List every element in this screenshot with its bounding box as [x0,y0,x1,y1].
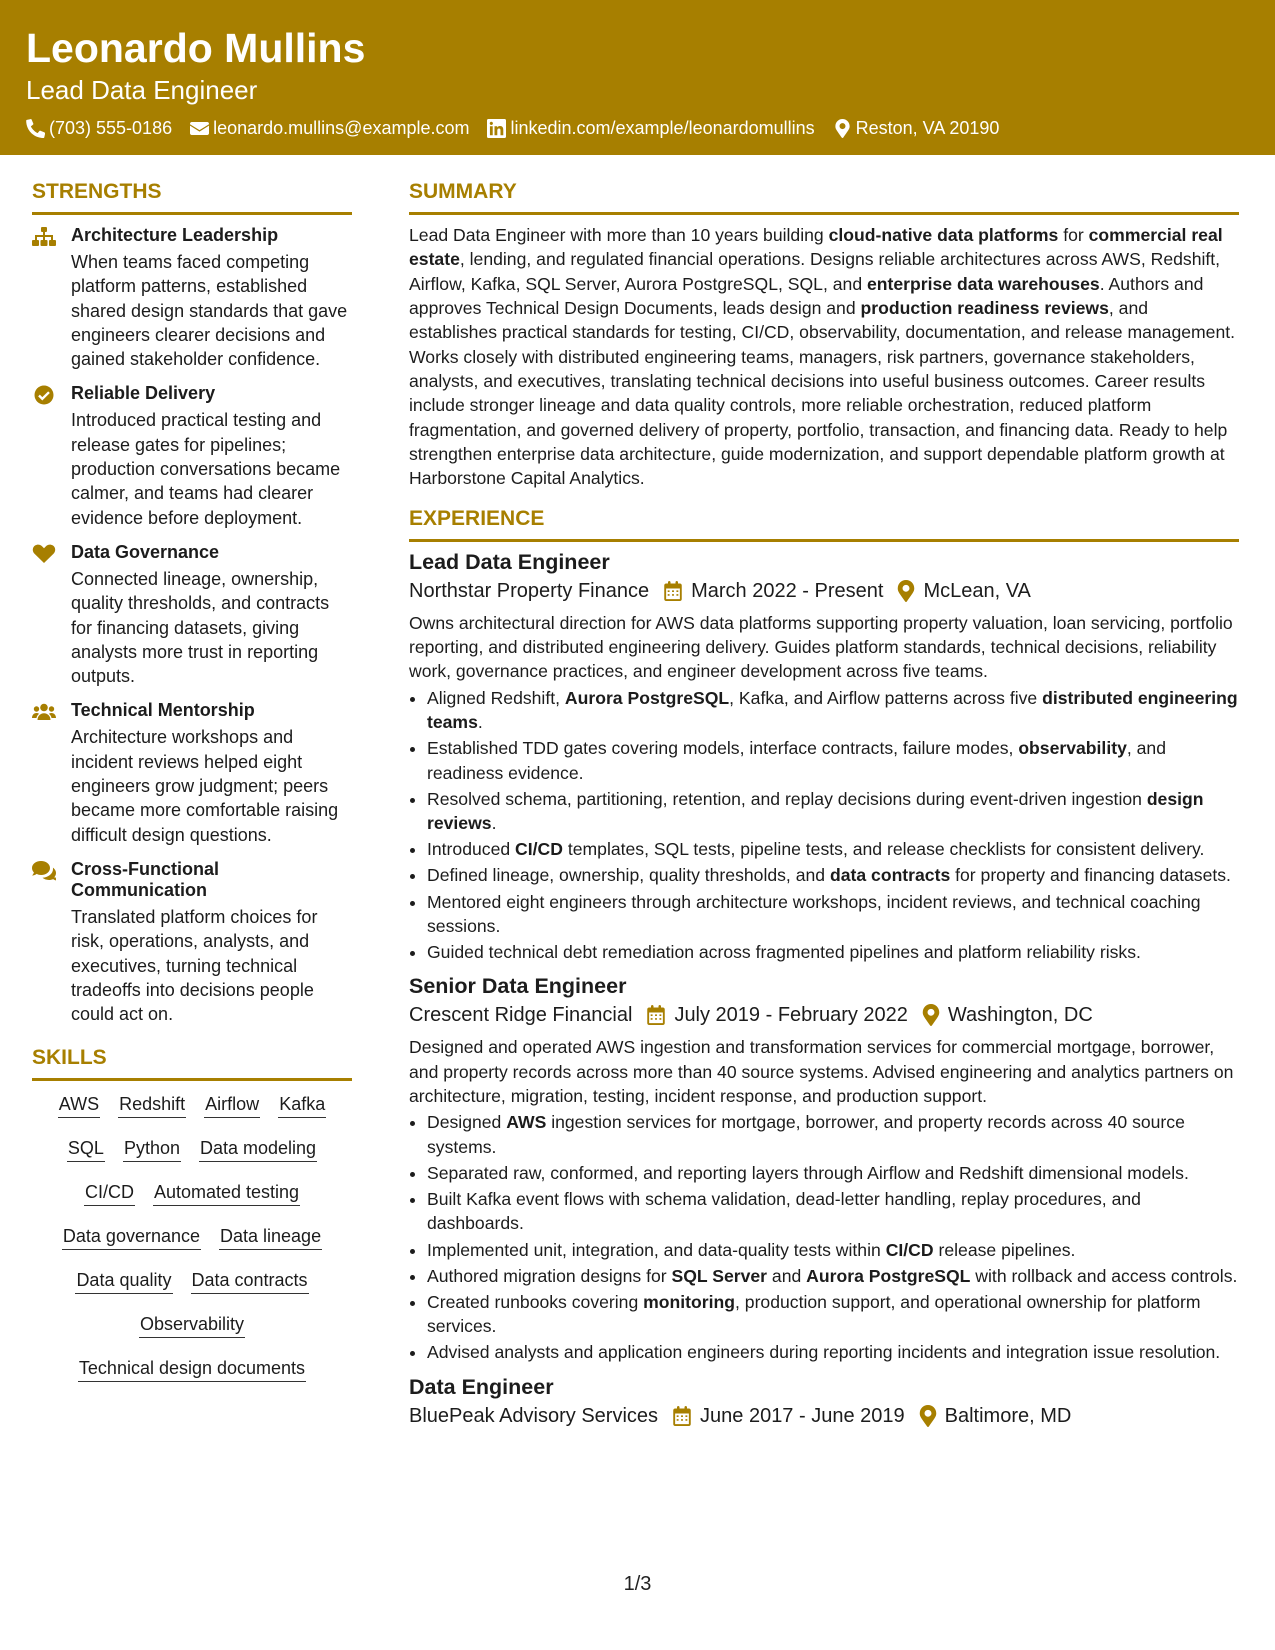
job-bullet [427,863,1239,887]
job-bullet [427,1161,1239,1185]
job-description: Owns architectural direction for AWS data platforms supporting property valuation, loan servicing, portfolio reporting, and distributed engineering delivery. Guides platform standards, technical decisions, reliability work, governance practices, and engineer development across five teams. [409,612,1233,682]
skills-row [32,1311,352,1338]
strength-item [32,700,352,846]
bold-text: AWS [506,1112,547,1133]
skills-row [32,1179,352,1206]
strength-item [32,383,352,529]
job-bullet [427,787,1239,836]
text-segment: Defined lineage, ownership, quality thresholds, and [427,865,830,886]
candidate-role: Lead Data Engineer [26,75,258,105]
text-segment: release pipelines. [933,1239,1076,1260]
skills-row [32,1135,352,1162]
right-column [409,178,1239,1439]
skills-list [32,1091,352,1382]
bold-text: enterprise data warehouses [867,273,1100,294]
job-bullet [427,1187,1239,1236]
text-segment: for [1058,225,1089,245]
summary-heading: SUMMARY [409,178,1239,215]
job-bullet [427,940,1239,964]
job-dates: March 2022 - Present [691,579,884,602]
job-company: BluePeak Advisory Services [409,1404,659,1427]
text-segment: Aligned Redshift, [427,687,565,708]
job-bullet [427,736,1239,785]
job-location: Washington, DC [947,1004,1093,1027]
text-segment: templates, SQL tests, pipeline tests, and release checklists for consistent delivery. [562,839,1205,860]
job-dates: July 2019 - February 2022 [674,1004,908,1027]
text-segment: ingestion services for mortgage, borrower, and property records across 40 source systems. [427,1112,1185,1157]
job-company: Northstar Property Finance [409,579,650,602]
job-location: Baltimore, MD [944,1404,1072,1427]
job-title: Data Engineer [409,1374,554,1399]
bold-text: data contracts [829,865,951,886]
strength-desc: Architecture workshops and incident reviews helped eight engineers grow judgment; peers became more comfortable raising difficult design questions. [71,727,339,845]
strength-item [32,859,352,1026]
strength-title: Data Governance [71,541,220,562]
resume-header [0,0,1275,155]
bold-text: SQL Server [671,1265,768,1286]
job-meta [409,1000,1239,1030]
text-segment: Implemented unit, integration, and data-quality tests within [427,1239,886,1260]
job-entry [409,1373,1239,1431]
users-icon [32,702,56,722]
skill-chip: Kafka [278,1091,326,1118]
text-segment: , and establishes practical standards for testing, CI/CD, observability, documentation, and release management. Works closely with distributed engineering teams, managers, risk partners, governance stakeholders, analysts, and executives, translating technical decisions into useful business outcomes. Career results include stronger lineage and data quality controls, more reliable orchestration, reduced platform fragmentation, and governed delivery of property, portfolio, transaction, and financing data. Ready to help strengthen enterprise data architecture, guide modernization, and support dependable platform growth at Harborstone Capital Analytics. [409,298,1236,489]
check-circle-icon [32,385,56,405]
contact-location-text: Reston, VA 20190 [855,118,1000,138]
job-dates: June 2017 - June 2019 [700,1404,905,1427]
contact-location [833,116,1000,140]
text-segment: Advised analysts and application engineers during reporting incidents and integration issue resolution. [427,1342,1221,1363]
heart-icon [32,544,56,564]
skills-row [32,1355,352,1382]
contact-linkedin [487,116,814,140]
page-number: 1/3 [623,1573,652,1595]
text-segment: Designed [427,1112,507,1133]
text-segment: with rollback and access controls. [970,1265,1238,1286]
job-meta [409,1401,1239,1431]
skill-chip: Data quality [75,1267,172,1294]
experience-heading: EXPERIENCE [409,505,1239,542]
bold-text: commercial real estate [409,225,1223,270]
strength-desc: When teams faced competing platform patterns, established shared design standards that gave engineers clearer decisions and gained stakeholder confidence. [71,252,348,370]
text-segment: Guided technical debt remediation across fragmented pipelines and platform reliability risks. [427,942,1141,963]
strength-item [32,542,352,688]
bold-text: CI/CD [885,1239,934,1260]
strength-title: Cross-Functional Communication [71,858,220,900]
job-bullet [427,1238,1239,1262]
strength-desc: Translated platform choices for risk, operations, analysts, and executives, turning technical tradeoffs into decisions people could act on. [71,906,318,1025]
text-segment: and [767,1265,807,1286]
experience-list [409,548,1239,1431]
strength-desc: Connected lineage, ownership, quality thresholds, and contracts for financing datasets, giving analysts more trust in reporting outputs. [71,568,330,687]
job-entry [409,548,1239,965]
map-pin-icon [897,580,915,602]
map-pin-icon [833,119,852,138]
job-bullet [427,686,1239,735]
contact-email-text[interactable]: leonardo.mullins@example.com [213,118,470,138]
bold-text: monitoring [643,1291,736,1312]
skill-chip: CI/CD [84,1179,135,1206]
map-pin-icon [919,1405,937,1427]
skills-row [32,1267,352,1294]
job-entry [409,972,1239,1364]
text-segment: , lending, and regulated financial operations. Designs reliable architectures across AWS, Redshift, Airflow, Kafka, SQL Server, Aurora PostgreSQL, SQL, and [409,249,1221,294]
job-bullet [427,1340,1239,1364]
text-segment: , production support, and operational ownership for platform services. [427,1291,1201,1337]
strength-item [32,225,352,371]
skill-chip: AWS [58,1091,100,1118]
skill-chip: Airflow [204,1091,260,1118]
org-chart-icon [32,227,56,247]
bold-text: production readiness reviews [860,298,1109,319]
left-column [32,178,352,1399]
strength-title: Reliable Delivery [71,383,216,404]
skill-chip: Technical design documents [78,1355,306,1382]
skill-chip: Python [123,1135,181,1162]
text-segment: Established TDD gates covering models, interface contracts, failure modes, [427,738,1019,759]
text-segment: Created runbooks covering [427,1291,644,1312]
text-segment: . [491,813,497,834]
bold-text: Aurora PostgreSQL [806,1265,971,1286]
skill-chip: Data lineage [219,1223,322,1250]
job-meta [409,576,1239,606]
text-segment: , Kafka, and Airflow patterns across five [729,687,1043,708]
contact-phone [26,116,172,140]
skill-chip: SQL [67,1135,105,1162]
linkedin-icon [487,119,506,138]
text-segment: . Authors and approves Technical Design Documents, leads design and [409,273,1204,319]
bold-text: design reviews [427,788,1204,834]
summary-text [409,223,1239,491]
job-bullet [427,1290,1239,1339]
skill-chip: Redshift [118,1091,186,1118]
job-title: Senior Data Engineer [409,974,627,999]
job-title: Lead Data Engineer [409,549,610,574]
job-bullet [427,1264,1239,1288]
job-bullet [427,890,1239,939]
bold-text: cloud-native data platforms [828,225,1059,245]
strength-desc: Introduced practical testing and release gates for pipelines; production conversations became calmer, and teams had clearer evidence before deployment. [71,410,341,528]
job-description: Designed and operated AWS ingestion and transformation services for commercial mortgage, borrower, and property records across more than 40 source systems. Advised engineering and analytics partners on architecture, migration, testing, incident response, and production support. [409,1037,1234,1107]
contact-bar [26,116,999,140]
text-segment: Lead Data Engineer with more than 10 years building [409,225,829,245]
strength-title: Architecture Leadership [71,225,279,245]
text-segment: for property and financing datasets. [950,865,1231,886]
skills-row [32,1091,352,1118]
job-bullets [409,1110,1239,1364]
bold-text: observability [1018,738,1127,759]
skills-row [32,1223,352,1250]
skills-heading: SKILLS [32,1044,352,1081]
text-segment: Introduced [427,839,516,860]
skill-chip: Data contracts [191,1267,309,1294]
calendar-icon [646,1005,666,1025]
contact-email [190,116,469,140]
comments-icon [32,861,56,881]
bold-text: CI/CD [515,839,563,860]
strength-title: Technical Mentorship [71,700,255,721]
calendar-icon [672,1406,692,1426]
skill-chip: Automated testing [153,1179,300,1206]
job-company: Crescent Ridge Financial [409,1004,633,1027]
text-segment: Built Kafka event flows with schema validation, dead-letter handling, replay procedures, and dashboards. [427,1189,1141,1234]
skill-chip: Data governance [62,1223,201,1250]
job-location: McLean, VA [923,579,1031,602]
phone-icon [26,119,45,138]
text-segment: Authored migration designs for [427,1265,672,1286]
text-segment: Separated raw, conformed, and reporting layers through Airflow and Redshift dimensional models. [427,1162,1189,1183]
contact-linkedin-text[interactable]: linkedin.com/example/leonardomullins [510,118,815,138]
skill-chip: Observability [139,1311,245,1338]
map-pin-icon [922,1004,940,1026]
job-bullet [427,1110,1239,1159]
bold-text: distributed engineering teams [427,687,1238,733]
strengths-heading: STRENGTHS [32,178,352,215]
text-segment: Mentored eight engineers through architecture workshops, incident reviews, and technical coaching sessions. [427,891,1201,936]
candidate-name: Leonardo Mullins [26,25,366,71]
calendar-icon [663,581,683,601]
text-segment: . [477,712,483,733]
text-segment: , and readiness evidence. [427,738,1166,783]
job-bullet [427,837,1239,861]
envelope-icon [190,119,209,138]
contact-phone-text[interactable]: (703) 555-0186 [49,118,173,138]
text-segment: Resolved schema, partitioning, retention, and replay decisions during event-driven ingestion [427,788,1147,809]
bold-text: Aurora PostgreSQL [564,687,730,708]
skill-chip: Data modeling [199,1135,317,1162]
job-bullets [409,686,1239,965]
